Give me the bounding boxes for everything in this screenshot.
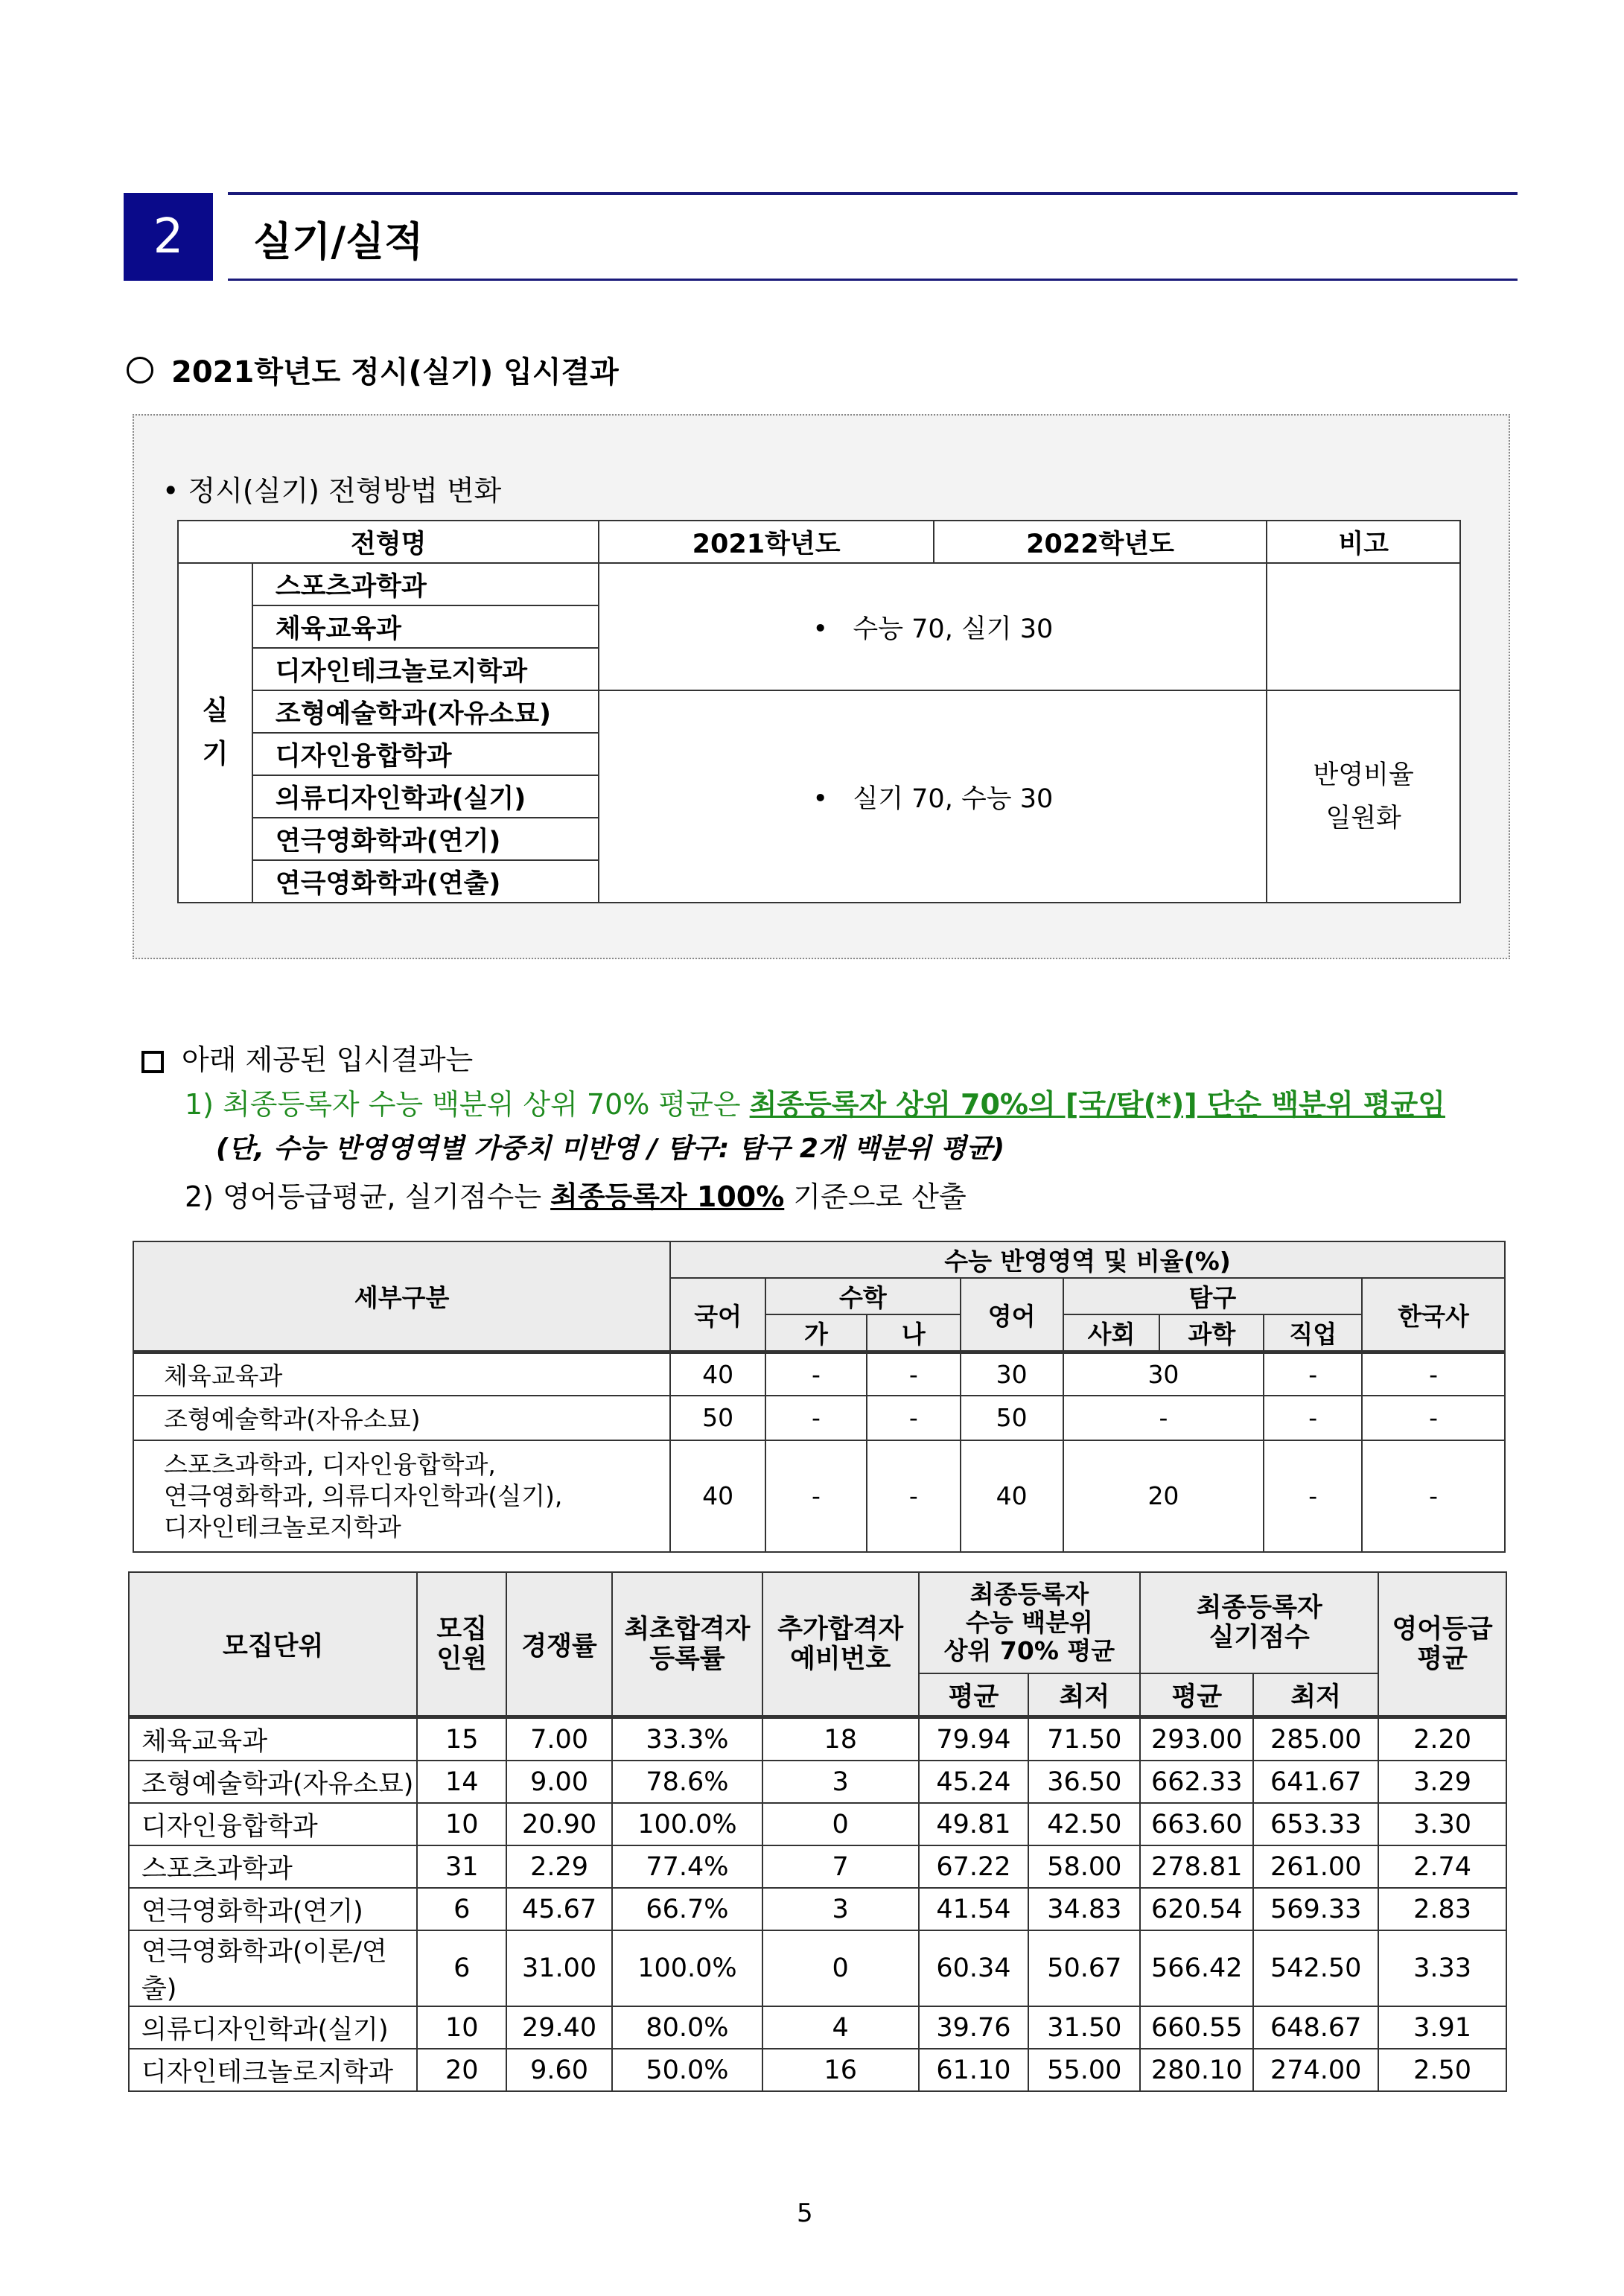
group-label-char: 실 — [202, 696, 229, 726]
cell: 41.54 — [919, 1888, 1029, 1930]
table-row — [129, 1888, 1506, 1930]
cell: 648.67 — [1253, 2006, 1378, 2049]
section-rule-bottom — [228, 279, 1518, 281]
method-change-table — [177, 520, 1461, 903]
header-cell — [762, 1572, 919, 1717]
cell: - — [1264, 1396, 1362, 1440]
header-cell — [1378, 1572, 1506, 1717]
header-cell: 수학 — [765, 1278, 961, 1314]
group-label-cell — [178, 563, 252, 903]
cell: 285.00 — [1253, 1717, 1378, 1761]
table-header-row — [129, 1572, 1506, 1673]
header-cell: 영어 — [961, 1278, 1063, 1352]
cell: 14 — [417, 1761, 506, 1803]
cell: 31 — [417, 1845, 506, 1888]
header-cell: 수능 반영영역 및 비율(%) — [670, 1241, 1505, 1278]
page-number: 5 — [797, 2198, 813, 2228]
cell: 16 — [762, 2049, 919, 2091]
cell: 2.83 — [1378, 1888, 1506, 1930]
cell: 663.60 — [1140, 1803, 1253, 1845]
note-1-plain: 1) 최종등록자 수능 백분위 상위 70% 평균은 — [185, 1088, 750, 1121]
header-cell: 평균 — [1140, 1673, 1253, 1717]
row-label: 체육교육과 — [133, 1352, 670, 1396]
cell: 33.3% — [612, 1717, 762, 1761]
table-row — [129, 1761, 1506, 1803]
header-cell: 탐구 — [1063, 1278, 1363, 1314]
header-line: 예비번호 — [790, 1644, 891, 1674]
cell: 100.0% — [612, 1803, 762, 1845]
row-label: 체육교육과 — [129, 1717, 417, 1761]
cell: 39.76 — [919, 2006, 1029, 2049]
row-label: 조형예술학과(자유소묘) — [129, 1761, 417, 1803]
cell: 34.83 — [1028, 1888, 1140, 1930]
cell: 40 — [670, 1352, 765, 1396]
section-rule-top — [228, 192, 1518, 195]
note-intro — [141, 1037, 473, 1078]
table-header-row — [133, 1241, 1505, 1278]
header-line: 추가합격자 — [777, 1614, 904, 1644]
table-header-row — [178, 521, 1460, 563]
cell: 55.00 — [1028, 2049, 1140, 2091]
header-cell: 한국사 — [1362, 1278, 1505, 1352]
table-row — [178, 690, 1460, 733]
cell: 9.60 — [506, 2049, 612, 2091]
cell: 10 — [417, 1803, 506, 1845]
cell: 31.00 — [506, 1930, 612, 2006]
header-line: 영어등급 — [1392, 1614, 1493, 1644]
remark-cell — [1267, 690, 1460, 903]
results-body — [129, 1717, 1506, 2092]
header-cell: 가 — [765, 1314, 867, 1352]
table-row — [129, 1803, 1506, 1845]
method-a-text: 수능 70, 실기 30 — [853, 614, 1054, 644]
note-1-bold: 최종등록자 상위 70%의 [국/탐(*)] 단순 백분위 평균임 — [749, 1088, 1445, 1121]
cell: 30 — [961, 1352, 1063, 1396]
remark-cell-empty — [1267, 563, 1460, 690]
row-label: 연극영화학과(이론/연출) — [129, 1930, 417, 2006]
note-2-pre: 2) 영어등급평균, 실기점수는 — [185, 1180, 551, 1213]
header-line: 수능 백분위 — [965, 1608, 1093, 1637]
cell: 566.42 — [1140, 1930, 1253, 2006]
group-label-char: 기 — [202, 739, 229, 769]
cell: 660.55 — [1140, 2006, 1253, 2049]
header-line: 최종등록자 — [969, 1580, 1089, 1609]
cell: - — [867, 1352, 961, 1396]
cell: 2.20 — [1378, 1717, 1506, 1761]
cell: 0 — [762, 1930, 919, 2006]
cell: 40 — [670, 1440, 765, 1552]
header-line: 최종등록자 — [1196, 1593, 1322, 1623]
cell: 278.81 — [1140, 1845, 1253, 1888]
cell: 78.6% — [612, 1761, 762, 1803]
cell: 50 — [961, 1396, 1063, 1440]
table-row — [133, 1396, 1505, 1440]
cell: 66.7% — [612, 1888, 762, 1930]
cell: 662.33 — [1140, 1761, 1253, 1803]
cell: - — [867, 1440, 961, 1552]
remark-line: 반영비율 — [1313, 760, 1414, 790]
cell: - — [1362, 1396, 1505, 1440]
cell: - — [1362, 1440, 1505, 1552]
table-row — [133, 1352, 1505, 1396]
header-cell — [1140, 1572, 1378, 1673]
cell: 542.50 — [1253, 1930, 1378, 2006]
cell: 2.29 — [506, 1845, 612, 1888]
cell: 42.50 — [1028, 1803, 1140, 1845]
cell: 29.40 — [506, 2006, 612, 2049]
cell: 3.33 — [1378, 1930, 1506, 2006]
note-2 — [185, 1174, 967, 1215]
dept-cell: 체육교육과 — [252, 605, 599, 648]
subsection-title — [127, 349, 619, 391]
cell: 31.50 — [1028, 2006, 1140, 2049]
cell: - — [1063, 1396, 1264, 1440]
cell: 3 — [762, 1888, 919, 1930]
header-line: 평균 — [1417, 1644, 1468, 1674]
cell: 20.90 — [506, 1803, 612, 1845]
cell: 36.50 — [1028, 1761, 1140, 1803]
dept-cell: 디자인테크놀로지학과 — [252, 648, 599, 690]
cell: 4 — [762, 2006, 919, 2049]
cell: 50.0% — [612, 2049, 762, 2091]
method-cell: • 실기 70, 수능 30 — [599, 690, 1267, 903]
section-number: 2 — [124, 193, 213, 281]
cell: 3.29 — [1378, 1761, 1506, 1803]
method-cell: • 수능 70, 실기 30 — [599, 563, 1267, 690]
cell: 6 — [417, 1930, 506, 2006]
cell: 50 — [670, 1396, 765, 1440]
header-cell: 직업 — [1264, 1314, 1362, 1352]
cell: 100.0% — [612, 1930, 762, 2006]
cell: 3 — [762, 1761, 919, 1803]
note-intro-text: 아래 제공된 입시결과는 — [182, 1043, 474, 1076]
cell: 641.67 — [1253, 1761, 1378, 1803]
header-cell: 비고 — [1267, 521, 1460, 563]
row-label: 조형예술학과(자유소묘) — [133, 1396, 670, 1440]
header-cell: 최저 — [1028, 1673, 1140, 1717]
cell: 2.74 — [1378, 1845, 1506, 1888]
cell: 67.22 — [919, 1845, 1029, 1888]
cell: 261.00 — [1253, 1845, 1378, 1888]
cell: - — [765, 1440, 867, 1552]
table-row — [129, 1717, 1506, 1761]
table-row — [178, 563, 1460, 605]
results-table — [128, 1571, 1507, 2092]
cell: 2.50 — [1378, 2049, 1506, 2091]
cell: 20 — [417, 2049, 506, 2091]
row-label-line: 연극영화학과, 의류디자인학과(실기), — [164, 1481, 563, 1510]
cell: - — [765, 1352, 867, 1396]
header-line: 등록률 — [649, 1644, 725, 1674]
header-line: 실기점수 — [1209, 1623, 1310, 1653]
table-row — [129, 2049, 1506, 2091]
cell: 7.00 — [506, 1717, 612, 1761]
cell: 77.4% — [612, 1845, 762, 1888]
header-cell: 과학 — [1159, 1314, 1264, 1352]
cell: 7 — [762, 1845, 919, 1888]
header-cell: 나 — [867, 1314, 961, 1352]
table-row — [133, 1440, 1505, 1552]
table-row — [129, 1845, 1506, 1888]
cell: 10 — [417, 2006, 506, 2049]
cell: 15 — [417, 1717, 506, 1761]
cell: 61.10 — [919, 2049, 1029, 2091]
cell: 79.94 — [919, 1717, 1029, 1761]
dept-cell: 의류디자인학과(실기) — [252, 775, 599, 818]
cell: 9.00 — [506, 1761, 612, 1803]
dept-cell: 조형예술학과(자유소묘) — [252, 690, 599, 733]
header-cell — [417, 1572, 506, 1717]
header-cell: 2021학년도 — [599, 521, 933, 563]
table-row — [129, 1930, 1506, 2006]
remark-line: 일원화 — [1325, 803, 1401, 833]
checkbox-bullet-icon — [141, 1051, 164, 1073]
cell: - — [765, 1396, 867, 1440]
cell: 3.91 — [1378, 2006, 1506, 2049]
cell: 30 — [1063, 1352, 1264, 1396]
row-label: 스포츠과학과 — [129, 1845, 417, 1888]
cell: 40 — [961, 1440, 1063, 1552]
note-2-post: 기준으로 산출 — [784, 1180, 967, 1213]
ratio-table — [133, 1241, 1506, 1553]
circle-bullet-icon — [127, 357, 153, 384]
dept-cell: 연극영화학과(연기) — [252, 818, 599, 860]
cell: - — [867, 1396, 961, 1440]
header-cell: 국어 — [670, 1278, 765, 1352]
cell: 653.33 — [1253, 1803, 1378, 1845]
cell: - — [1264, 1440, 1362, 1552]
cell: 71.50 — [1028, 1717, 1140, 1761]
row-label-line: 디자인테크놀로지학과 — [164, 1512, 401, 1542]
row-label — [133, 1440, 670, 1552]
cell: - — [1362, 1352, 1505, 1396]
header-cell — [612, 1572, 762, 1717]
header-cell: 경쟁률 — [506, 1572, 612, 1717]
header-cell: 2022학년도 — [934, 521, 1267, 563]
row-label-line: 스포츠과학과, 디자인융합학과, — [164, 1449, 496, 1479]
header-cell: 최저 — [1253, 1673, 1378, 1717]
cell: 6 — [417, 1888, 506, 1930]
dept-cell: 연극영화학과(연출) — [252, 860, 599, 903]
table-row — [129, 2006, 1506, 2049]
header-line: 상위 70% 평균 — [943, 1636, 1115, 1665]
cell: 18 — [762, 1717, 919, 1761]
row-label: 연극영화학과(연기) — [129, 1888, 417, 1930]
method-change-title: • 정시(실기) 전형방법 변화 — [162, 474, 502, 507]
method-change-title-text: 정시(실기) 전형방법 변화 — [188, 474, 502, 507]
cell: 20 — [1063, 1440, 1264, 1552]
cell: 274.00 — [1253, 2049, 1378, 2091]
cell: 3.30 — [1378, 1803, 1506, 1845]
cell: 60.34 — [919, 1930, 1029, 2006]
cell: 293.00 — [1140, 1717, 1253, 1761]
header-cell: 세부구분 — [133, 1241, 670, 1352]
row-label: 의류디자인학과(실기) — [129, 2006, 417, 2049]
cell: 58.00 — [1028, 1845, 1140, 1888]
header-cell: 모집단위 — [129, 1572, 417, 1717]
cell: 80.0% — [612, 2006, 762, 2049]
note-1 — [185, 1081, 1445, 1122]
header-line: 인원 — [436, 1644, 488, 1674]
row-label: 디자인융합학과 — [129, 1803, 417, 1845]
header-cell: 전형명 — [178, 521, 599, 563]
section-title: 실기/실적 — [253, 218, 424, 265]
cell: 50.67 — [1028, 1930, 1140, 2006]
note-2-bold: 최종등록자 100% — [550, 1180, 785, 1213]
dept-cell: 스포츠과학과 — [252, 563, 599, 605]
cell: 620.54 — [1140, 1888, 1253, 1930]
header-line: 모집 — [436, 1614, 488, 1644]
header-cell: 사회 — [1063, 1314, 1160, 1352]
cell: 280.10 — [1140, 2049, 1253, 2091]
subsection-title-text: 2021학년도 정시(실기) 입시결과 — [171, 355, 619, 389]
cell: 49.81 — [919, 1803, 1029, 1845]
header-line: 최초합격자 — [624, 1614, 751, 1644]
row-label: 디자인테크놀로지학과 — [129, 2049, 417, 2091]
cell: - — [1264, 1352, 1362, 1396]
cell: 45.24 — [919, 1761, 1029, 1803]
method-b-text: 실기 70, 수능 30 — [853, 783, 1054, 814]
cell: 569.33 — [1253, 1888, 1378, 1930]
note-1-sub: (단, 수능 반영영역별 가중치 미반영 / 탐구: 탐구 2개 백분위 평균) — [216, 1133, 1005, 1164]
dept-cell: 디자인융합학과 — [252, 733, 599, 775]
cell: 45.67 — [506, 1888, 612, 1930]
cell: 0 — [762, 1803, 919, 1845]
header-cell: 평균 — [919, 1673, 1029, 1717]
header-cell — [919, 1572, 1141, 1673]
